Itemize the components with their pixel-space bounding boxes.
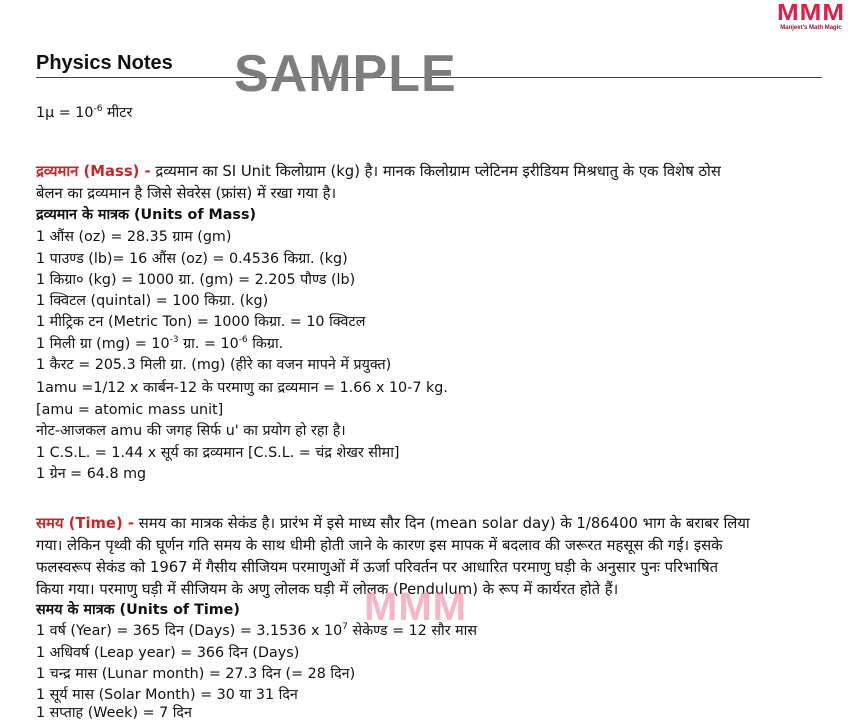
micron-rhs: मीटर (102, 105, 133, 121)
milligram-exponent: -3 (169, 335, 179, 346)
micron-exponent: -6 (93, 104, 103, 115)
mass-intro-text: द्रव्यमान का SI Unit किलोग्राम (kg) है। मानक किलोग्राम प्लेटिनम इरीडियम मिश्रधातु के एक विशेष ठोस (150, 163, 721, 180)
micron-definition (36, 103, 132, 124)
mass-unit-item: 1 ग्रेन = 64.8 mg (36, 466, 147, 482)
mass-unit-item: नोट-आजकल amu की जगह सिर्फ u' का प्रयोग हो रहा है। (36, 423, 346, 439)
mass-heading: द्रव्यमान (Mass) - (36, 163, 151, 180)
mass-intro-line (36, 161, 721, 182)
page-title: Physics Notes (36, 52, 173, 74)
year-exponent: 7 (342, 622, 348, 633)
time-units-heading: समय के मात्रक (Units of Time) (36, 602, 240, 618)
milligram-part: 1 मिली ग्रा (mg) = 10 (36, 336, 170, 352)
milligram-unit (36, 334, 283, 355)
mass-unit-item: 1 किग्रा० (kg) = 1000 ग्रा. (gm) = 2.205 पौण्ड (lb) (36, 272, 356, 288)
mass-unit-item: 1 कैरट = 205.3 मिली ग्रा. (mg) (हीरे का वजन मापने में प्रयुक्त) (36, 357, 392, 373)
mass-intro-line-2: बेलन का द्रव्यमान है जिसे सेवरेस (फ्रांस) में रखा गया है। (36, 185, 337, 202)
mass-unit-item: 1 C.S.L. = 1.44 x सूर्य का द्रव्यमान [C.S.L. = चंद्र शेखर सीमा] (36, 445, 400, 461)
mass-unit-item: 1 औंस (oz) = 28.35 ग्राम (gm) (36, 229, 232, 245)
time-unit-item: 1 सप्ताह (Week) = 7 दिन (36, 705, 192, 721)
time-intro-line-3: फलस्वरूप सेकंड को 1967 में गैसीय सीजियम परमाणुओं में ऊर्जा परिवर्तन पर आधारित परमाणु घड़ी के अनुसार पुनः परिभाषित (36, 559, 719, 576)
mass-unit-item: 1 मीट्रिक टन (Metric Ton) = 1000 किग्रा. = 10 क्विटल (36, 314, 366, 330)
time-intro-text: समय का मात्रक सेकंड है। प्रारंभ में इसे माध्य सौर दिन (mean solar day) के 1/86400 भाग के बराबर लिया (134, 515, 750, 532)
time-intro-line (36, 513, 750, 534)
micron-lhs: 1μ = 10 (36, 105, 94, 121)
mass-unit-item: [amu = atomic mass unit] (36, 402, 224, 418)
time-unit-item: 1 चन्द्र मास (Lunar month) = 27.3 दिन (= 28 दिन) (36, 666, 356, 682)
logo-tagline: Manjeet's Math Magic (780, 25, 842, 31)
time-intro-line-2: गया। लेकिन पृथ्वी की घूर्णन गति समय के साथ धीमी होती जाने के कारण इस मापक में बदलाव की जरूरत महसूस की गई। इसके (36, 537, 723, 554)
mass-unit-item: 1 पाउण्ड (lb)= 16 औंस (oz) = 0.4536 किग्रा. (kg) (36, 251, 348, 267)
year-part: 1 वर्ष (Year) = 365 दिन (Days) = 3.1536 x 10 (36, 623, 343, 639)
time-heading: समय (Time) - (36, 515, 135, 532)
brand-logo (766, 0, 856, 31)
time-unit-item: 1 सूर्य मास (Solar Month) = 30 या 31 दिन (36, 687, 298, 703)
milligram-exponent: -6 (238, 335, 248, 346)
time-intro-line-4: किया गया। परमाणु घड़ी में सीजियम के अणु लोलक घड़ी में लोलक (Pendulum) के रूप में कार्यरत होते हैं। (36, 581, 619, 598)
milligram-part: ग्रा. = 10 (178, 336, 239, 352)
year-part: सेकेण्ड = 12 सौर मास (347, 623, 478, 639)
logo-mark: MMM (777, 0, 845, 26)
mass-units-heading: द्रव्यमान के मात्रक (Units of Mass) (36, 207, 256, 223)
mmm-watermark: MMM (364, 585, 467, 629)
sample-stamp: SAMPLE (234, 45, 457, 103)
mass-unit-item: 1amu =1/12 x कार्बन-12 के परमाणु का द्रव्यमान = 1.66 x 10-7 kg. (36, 380, 448, 396)
mass-unit-item: 1 क्विटल (quintal) = 100 किग्रा. (kg) (36, 293, 269, 309)
time-unit-item: 1 अधिवर्ष (Leap year) = 366 दिन (Days) (36, 645, 300, 661)
milligram-part: किग्रा. (247, 336, 284, 352)
